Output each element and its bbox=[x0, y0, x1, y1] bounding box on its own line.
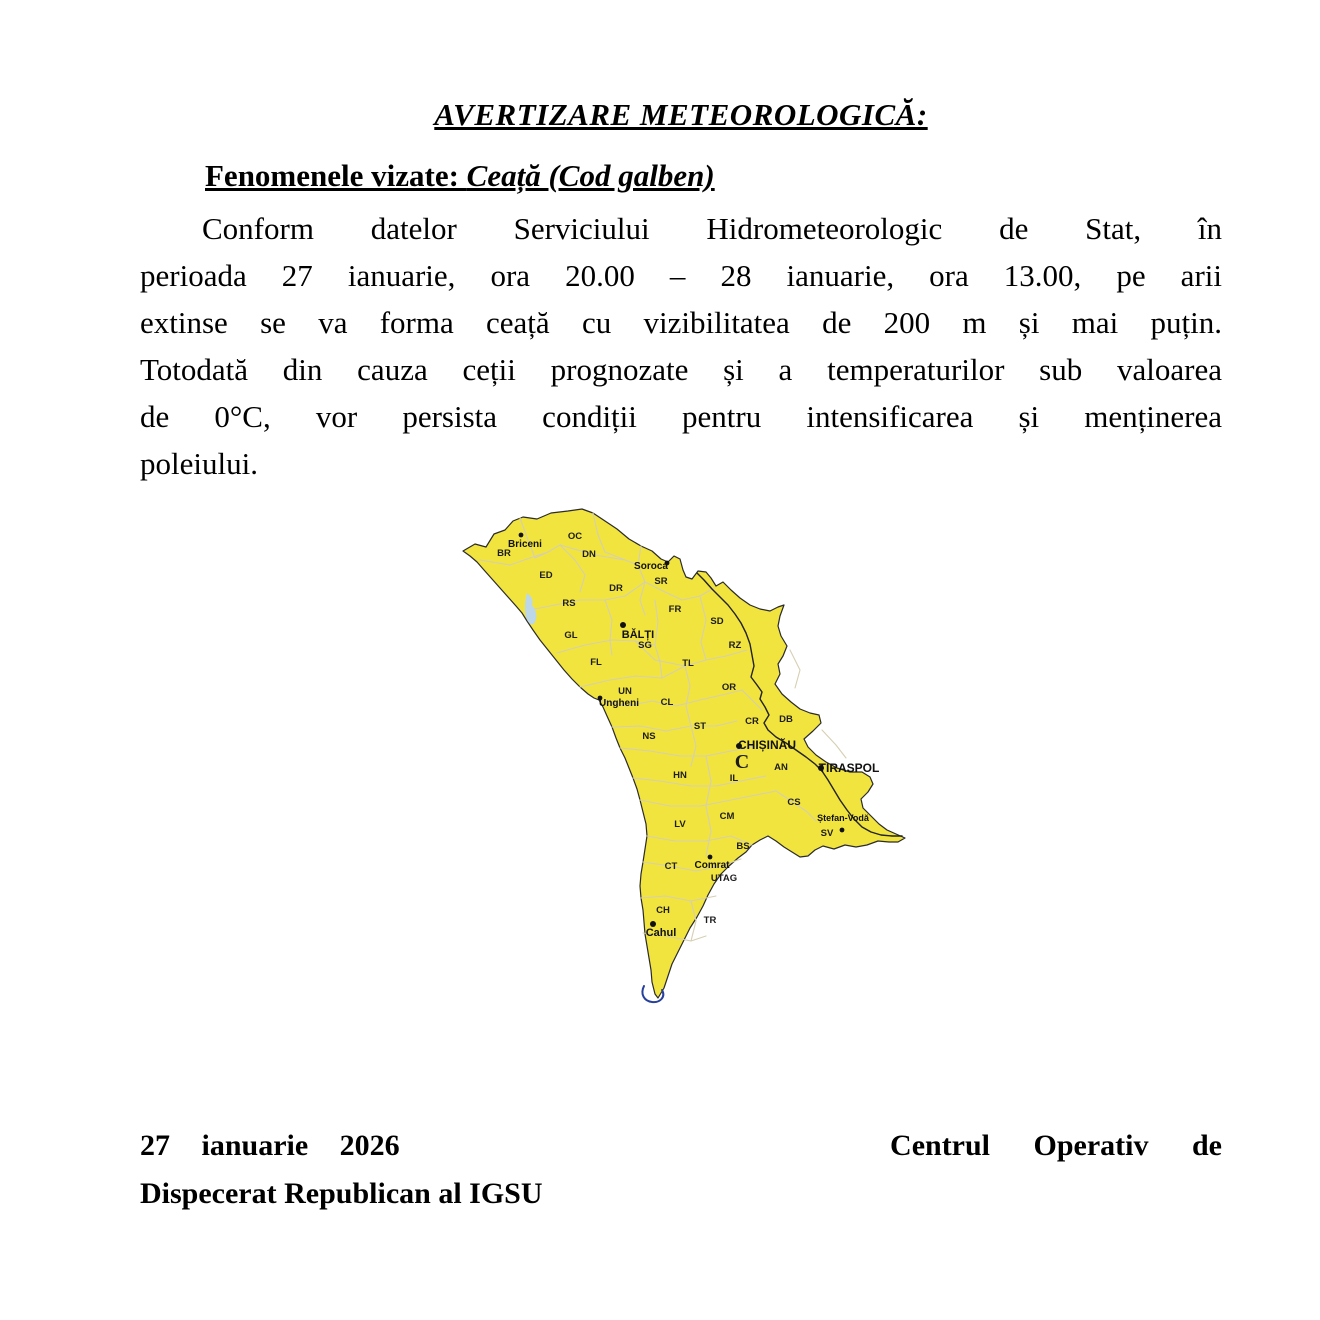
map-city-label: Soroca bbox=[634, 561, 668, 572]
footer-date: 27 ianuarie 2026 bbox=[140, 1129, 400, 1162]
map-region-code-or: OR bbox=[721, 682, 737, 693]
map-region-code-ns: NS bbox=[642, 731, 656, 742]
footer bbox=[140, 1122, 1222, 1218]
map-city-label: CHIȘINĂU bbox=[737, 738, 797, 752]
map-region-code-hn: HN bbox=[673, 770, 687, 781]
map-region-code-tl: TL bbox=[682, 658, 694, 669]
map-region-code-dr: DR bbox=[609, 583, 623, 594]
paragraph-line: perioada 27 ianuarie, ora 20.00 – 28 ianuarie, ora 13.00, pe arii bbox=[140, 258, 1222, 293]
map-region-code-utag: UTAG bbox=[710, 873, 738, 884]
moldova-map-svg bbox=[450, 503, 915, 1008]
map-region-code-st: ST bbox=[693, 721, 707, 732]
map-region-code-br: BR bbox=[497, 548, 511, 559]
map-region-code-fl: FL bbox=[590, 657, 602, 668]
map-region-code-oc: OC bbox=[567, 531, 583, 542]
map-region-code-rz: RZ bbox=[728, 640, 742, 651]
subject-heading bbox=[205, 158, 715, 194]
paragraph-line: extinse se va forma ceață cu vizibilitatea de 200 m și mai puțin. bbox=[140, 305, 1222, 340]
map-region-code-cl: CL bbox=[660, 697, 674, 708]
map-region-code-db: DB bbox=[779, 714, 793, 725]
paragraph-line: Totodată din cauza ceții prognozate și a temperaturilor sub valoarea bbox=[140, 352, 1222, 387]
footer-org-line1: Centrul Operativ de bbox=[890, 1129, 1222, 1162]
map-region-code-cs: CS bbox=[787, 797, 801, 808]
map-city-label: Ștefan-Vodă bbox=[817, 813, 869, 823]
map-region-code-an: AN bbox=[774, 762, 788, 773]
map-country-outline bbox=[463, 509, 905, 998]
body-paragraph bbox=[140, 205, 1222, 487]
map-region-code-lv: LV bbox=[674, 819, 686, 830]
map-city-dot bbox=[620, 622, 626, 628]
map-region-code-il: IL bbox=[729, 773, 739, 784]
map-city-label: TIRASPOL bbox=[818, 761, 880, 775]
map-region-code-ed: ED bbox=[539, 570, 553, 581]
map-region-code-sr: SR bbox=[654, 576, 668, 587]
map-city-label: Cahul bbox=[645, 927, 677, 939]
map-region-code-dn: DN bbox=[582, 549, 596, 560]
subject-label: Fenomenele vizate: bbox=[205, 158, 467, 193]
map-region-code-sv: SV bbox=[820, 828, 834, 839]
paragraph-line: de 0°C, vor persista condiții pentru intensificarea și menținerea bbox=[140, 399, 1222, 434]
map-city-dot bbox=[840, 828, 845, 833]
map-region-code-sd: SD bbox=[710, 616, 724, 627]
map-region-code-ct: CT bbox=[664, 861, 678, 872]
map-city-label: Comrat bbox=[694, 860, 730, 871]
footer-org-line2: Dispecerat Republican al IGSU bbox=[140, 1177, 543, 1210]
map-city-dot bbox=[519, 533, 524, 538]
map-region-code-rs: RS bbox=[562, 598, 576, 609]
map-region-code-cr: CR bbox=[745, 716, 759, 727]
document-title: AVERTIZARE METEOROLOGICĂ: bbox=[434, 97, 928, 132]
footer-line-1 bbox=[140, 1122, 1222, 1170]
paragraph-line: Conform datelor Serviciului Hidrometeorologic de Stat, în bbox=[202, 211, 1222, 246]
subject-value: Ceață (Cod galben) bbox=[466, 158, 715, 193]
map-region-code-bs: BS bbox=[736, 841, 750, 852]
map-city-label: Briceni bbox=[508, 539, 542, 550]
map-region-code-un: UN bbox=[618, 686, 632, 697]
moldova-warning-map bbox=[450, 503, 915, 1008]
map-region-code-fr: FR bbox=[668, 604, 682, 615]
map-region-code-gl: GL bbox=[564, 630, 578, 641]
map-city-label: BĂLȚI bbox=[621, 629, 655, 641]
map-region-code-tr: TR bbox=[703, 915, 717, 926]
map-municipality-letter: C bbox=[734, 751, 750, 773]
map-region-code-cm: CM bbox=[719, 811, 735, 822]
map-region-code-ch: CH bbox=[656, 905, 670, 916]
map-city-label: Ungheni bbox=[599, 698, 639, 709]
paragraph-line: poleiului. bbox=[140, 446, 258, 481]
map-city-dot bbox=[708, 855, 713, 860]
map-region-code-sg: SG bbox=[638, 640, 652, 651]
